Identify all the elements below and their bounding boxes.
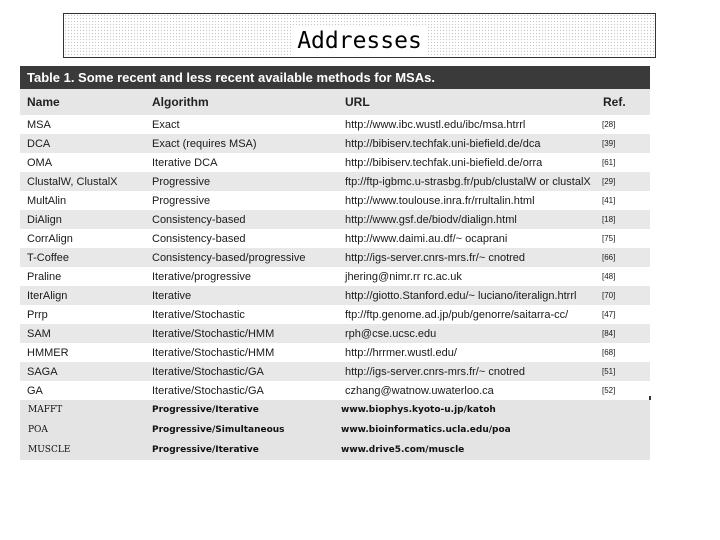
cell-url: ftp://ftp-igbmc.u-strasbg.fr/pub/clustalW or clustalX (345, 175, 591, 188)
cell-name: GA (27, 384, 43, 397)
cell-algorithm: Progressive/Iterative (152, 445, 259, 455)
cell-url: http://hrrmer.wustl.edu/ (345, 346, 457, 359)
cell-url: ftp://ftp.genome.ad.jp/pub/genorre/saitarra-cc/ (345, 308, 569, 321)
slide-title: Addresses (293, 27, 426, 55)
header-name: Name (27, 95, 60, 109)
header-url: URL (345, 95, 370, 109)
cell-algorithm: Progressive (152, 175, 211, 188)
cell-algorithm: Iterative (152, 289, 192, 302)
cell-algorithm: Iterative/Stochastic/GA (152, 384, 264, 397)
cell-url: http://igs-server.cnrs-mrs.fr/~ cnotred (345, 251, 526, 264)
table-row (20, 191, 650, 210)
cell-ref: [52] (602, 386, 616, 395)
cell-url: http://www.ibc.wustl.edu/ibc/msa.htrrl (345, 118, 526, 131)
cell-ref: [41] (602, 196, 616, 205)
cell-url: rph@cse.ucsc.edu (345, 327, 437, 340)
cell-url: czhang@watnow.uwaterloo.ca (345, 384, 494, 397)
cell-algorithm: Consistency-based (152, 232, 246, 245)
table-row (20, 267, 650, 286)
cell-ref: [47] (602, 310, 616, 319)
cell-algorithm: Iterative/Stochastic/HMM (152, 327, 275, 340)
cell-ref: [51] (602, 367, 616, 376)
cell-name: HMMER (27, 346, 69, 359)
cell-url: www.bioinformatics.ucla.edu/poa (341, 425, 511, 435)
table-edge-mark (649, 396, 651, 400)
cell-url: http://bibiserv.techfak.uni-biefield.de/orra (345, 156, 543, 169)
cell-ref: [39] (602, 139, 616, 148)
table-row (20, 324, 650, 343)
cell-name: SAGA (27, 365, 58, 378)
cell-ref: [66] (602, 253, 616, 262)
table-caption: Table 1. Some recent and less recent available methods for MSAs. (20, 66, 650, 89)
cell-algorithm: Consistency-based (152, 213, 246, 226)
cell-ref: [61] (602, 158, 616, 167)
cell-name: MAFFT (28, 405, 63, 415)
table-row (20, 115, 650, 134)
cell-ref: [70] (602, 291, 616, 300)
cell-ref: [18] (602, 215, 616, 224)
cell-name: POA (28, 425, 48, 435)
cell-algorithm: Exact (requires MSA) (152, 137, 257, 150)
table-row (20, 286, 650, 305)
msa-methods-table (20, 66, 650, 460)
cell-ref: [48] (602, 272, 616, 281)
cell-ref: [28] (602, 120, 616, 129)
cell-algorithm: Progressive (152, 194, 211, 207)
added-method-row (20, 420, 650, 440)
table-row (20, 362, 650, 381)
cell-algorithm: Consistency-based/progressive (152, 251, 306, 264)
cell-name: IterAlign (27, 289, 68, 302)
table-row (20, 248, 650, 267)
table-row (20, 134, 650, 153)
cell-url: http://giotto.Stanford.edu/~ luciano/iteralign.htrrl (345, 289, 577, 302)
cell-name: MSA (27, 118, 51, 131)
cell-algorithm: Iterative/Stochastic/GA (152, 365, 264, 378)
cell-algorithm: Iterative/progressive (152, 270, 252, 283)
cell-name: Praline (27, 270, 62, 283)
cell-ref: [68] (602, 348, 616, 357)
slide-title-box (63, 13, 656, 58)
table-row (20, 153, 650, 172)
cell-ref: [29] (602, 177, 616, 186)
cell-name: CorrAlign (27, 232, 73, 245)
cell-algorithm: Exact (152, 118, 180, 131)
table-row (20, 172, 650, 191)
added-method-row (20, 400, 650, 420)
cell-algorithm: Iterative DCA (152, 156, 218, 169)
cell-name: MUSCLE (28, 445, 71, 455)
cell-algorithm: Progressive/Iterative (152, 405, 259, 415)
table-row (20, 210, 650, 229)
cell-name: OMA (27, 156, 53, 169)
cell-name: T-Coffee (27, 251, 69, 264)
cell-name: DiAlign (27, 213, 62, 226)
table-row (20, 343, 650, 362)
header-ref: Ref. (603, 95, 626, 109)
cell-name: SAM (27, 327, 51, 340)
table-row (20, 305, 650, 324)
cell-url: http://bibiserv.techfak.uni-biefield.de/dca (345, 137, 541, 150)
cell-name: ClustalW, ClustalX (27, 175, 118, 188)
cell-url: http://www.toulouse.inra.fr/rrultalin.html (345, 194, 535, 207)
cell-algorithm: Progressive/Simultaneous (152, 425, 285, 435)
cell-algorithm: Iterative/Stochastic (152, 308, 245, 321)
table-body (20, 115, 650, 400)
cell-url: http://www.gsf.de/biodv/dialign.html (345, 213, 517, 226)
table-header-row (20, 89, 650, 115)
cell-url: www.drive5.com/muscle (341, 445, 465, 455)
header-algorithm: Algorithm (152, 95, 209, 109)
table-row (20, 229, 650, 248)
cell-ref: [75] (602, 234, 616, 243)
cell-url: jhering@nimr.rr rc.ac.uk (345, 270, 462, 283)
cell-url: http://igs-server.cnrs-mrs.fr/~ cnotred (345, 365, 526, 378)
cell-url: http://www.daimi.au.df/~ ocaprani (345, 232, 508, 245)
cell-url: www.biophys.kyoto-u.jp/katoh (341, 405, 496, 415)
added-method-row (20, 440, 650, 460)
added-methods (20, 400, 650, 460)
cell-name: MultAlin (27, 194, 67, 207)
cell-ref: [84] (602, 329, 616, 338)
table-row (20, 381, 650, 400)
cell-name: Prrp (27, 308, 48, 321)
cell-name: DCA (27, 137, 51, 150)
cell-algorithm: Iterative/Stochastic/HMM (152, 346, 275, 359)
